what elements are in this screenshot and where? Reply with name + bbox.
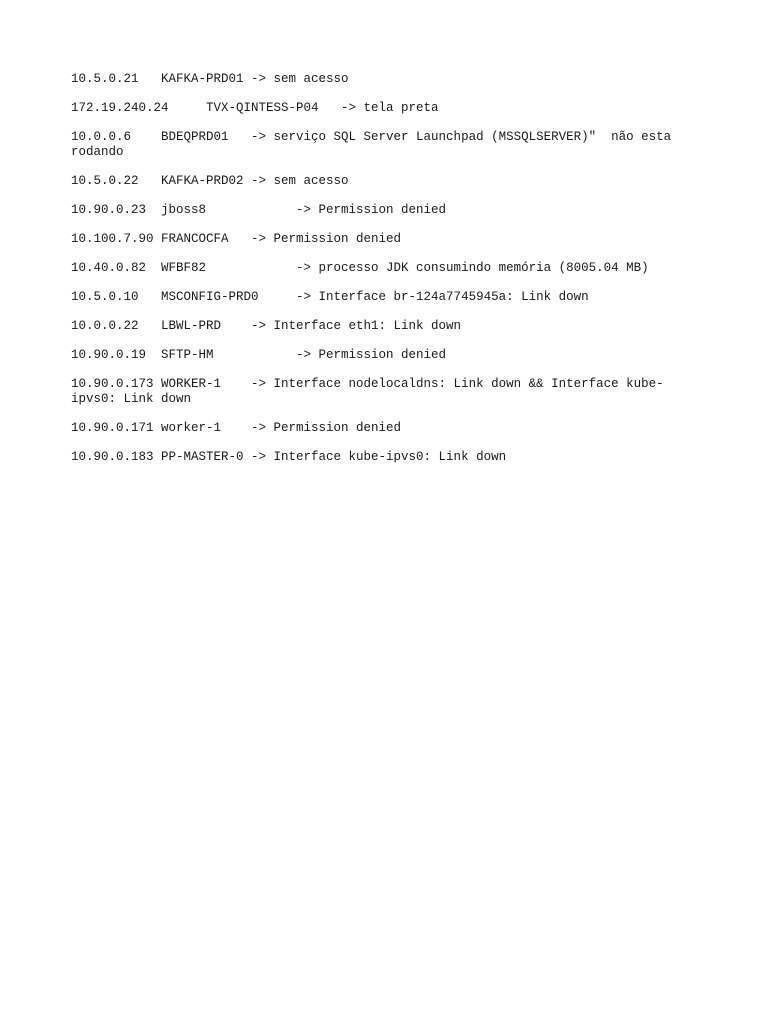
log-entry: 10.5.0.22 KAFKA-PRD02 -> sem acesso: [71, 174, 349, 188]
log-entry: 10.90.0.23 jboss8 -> Permission denied: [71, 203, 447, 217]
log-entry: 10.0.0.6 BDEQPRD01 -> serviço SQL Server Launchpad (MSSQLSERVER)" não esta rodando: [71, 130, 672, 159]
log-entry: 10.5.0.10 MSCONFIG-PRD0 -> Interface br-124a7745945a: Link down: [71, 290, 589, 304]
log-entry: 10.5.0.21 KAFKA-PRD01 -> sem acesso: [71, 72, 349, 86]
log-entry: 10.90.0.183 PP-MASTER-0 -> Interface kube-ipvs0: Link down: [71, 450, 507, 464]
log-entry: 10.0.0.22 LBWL-PRD -> Interface eth1: Link down: [71, 319, 462, 333]
document-page: [71, 72, 691, 479]
log-entry: 10.90.0.171 worker-1 -> Permission denied: [71, 421, 402, 435]
log-entry: 10.40.0.82 WFBF82 -> processo JDK consumindo memória (8005.04 MB): [71, 261, 649, 275]
log-entry: 10.90.0.19 SFTP-HM -> Permission denied: [71, 348, 447, 362]
log-entry: 172.19.240.24 TVX-QINTESS-P04 -> tela preta: [71, 101, 439, 115]
log-entry: 10.100.7.90 FRANCOCFA -> Permission denied: [71, 232, 402, 246]
log-entry: 10.90.0.173 WORKER-1 -> Interface nodelocaldns: Link down && Interface kube- ipvs0: Link down: [71, 377, 664, 406]
